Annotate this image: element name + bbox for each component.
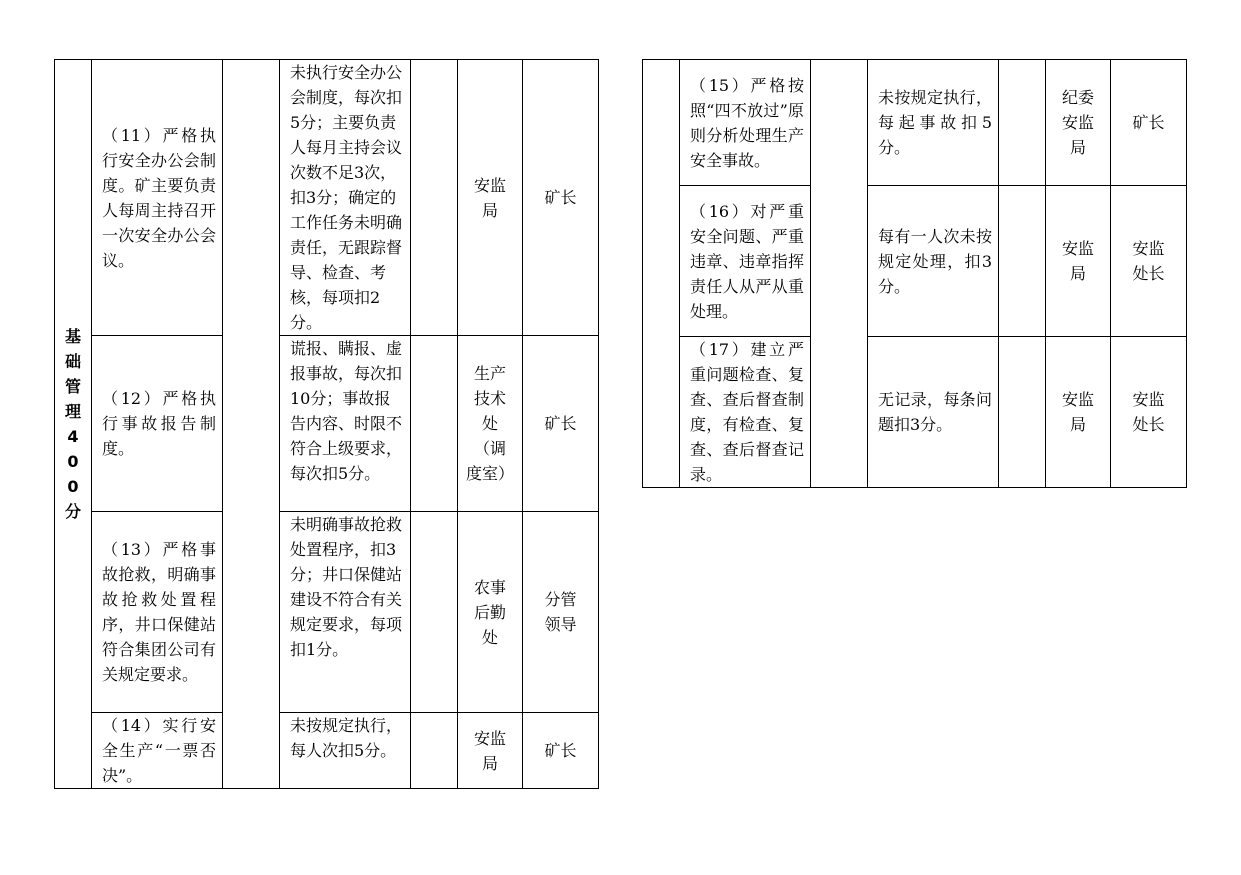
category-cell xyxy=(55,60,92,789)
leader-cell: 矿长 xyxy=(1111,60,1187,186)
category-char: 基 xyxy=(64,327,81,346)
table-row xyxy=(55,60,599,336)
category-char: 0 xyxy=(67,452,79,471)
leader-cell: 矿长 xyxy=(523,713,599,789)
department-cell: 安监 局 xyxy=(1046,337,1111,488)
item-text: （14）实行安全生产“一票否决”。 xyxy=(92,713,223,789)
score-cell xyxy=(411,713,458,789)
table-row xyxy=(643,337,1187,488)
score-cell xyxy=(411,512,458,713)
empty-column xyxy=(811,60,868,488)
leader-cell: 矿长 xyxy=(523,336,599,512)
leader-cell: 矿长 xyxy=(523,60,599,336)
leader-cell: 安监 处长 xyxy=(1111,337,1187,488)
department-cell: 安监 局 xyxy=(458,60,523,336)
criteria-text: 未明确事故抢救处置程序，扣3分；井口保健站建设不符合有关规定要求，每项扣1分。 xyxy=(280,512,411,713)
category-char: 理 xyxy=(64,402,81,421)
leader-cell: 安监 处长 xyxy=(1111,186,1187,337)
score-cell xyxy=(411,60,458,336)
department-cell: 安监 局 xyxy=(458,713,523,789)
department-cell: 纪委 安监 局 xyxy=(1046,60,1111,186)
category-cell xyxy=(643,60,680,488)
right-assessment-table xyxy=(642,59,1187,488)
category-char: 分 xyxy=(64,502,81,521)
score-cell xyxy=(999,60,1046,186)
item-text: （13）严格事故抢救，明确事故抢救处置程序，井口保健站符合集团公司有关规定要求。 xyxy=(92,512,223,713)
score-cell xyxy=(411,336,458,512)
item-text: （16）对严重安全问题、严重违章、违章指挥责任人从严从重处理。 xyxy=(680,186,811,337)
table-row xyxy=(643,60,1187,186)
score-cell xyxy=(999,186,1046,337)
criteria-text: 谎报、瞒报、虚报事故，每次扣10分；事故报告内容、时限不符合上级要求，每次扣5分。 xyxy=(280,336,411,512)
item-text: （12）严格执行事故报告制度。 xyxy=(92,336,223,512)
table-row xyxy=(643,186,1187,337)
item-text: （15）严格按照“四不放过”原则分析处理生产安全事故。 xyxy=(680,60,811,186)
left-assessment-table xyxy=(54,59,599,789)
criteria-text: 每有一人次未按规定处理，扣3分。 xyxy=(868,186,999,337)
criteria-text: 未按规定执行，每起事故扣5分。 xyxy=(868,60,999,186)
item-text: （11）严格执行安全办公会制度。矿主要负责人每周主持召开一次安全办公会议。 xyxy=(92,60,223,336)
table-row xyxy=(55,713,599,789)
category-char: 4 xyxy=(67,427,79,446)
empty-column xyxy=(223,60,280,789)
criteria-text: 无记录，每条问题扣3分。 xyxy=(868,337,999,488)
item-text: （17）建立严重问题检查、复查、查后督查制度，有检查、复查、查后督查记录。 xyxy=(680,337,811,488)
department-cell: 安监 局 xyxy=(1046,186,1111,337)
criteria-text: 未执行安全办公会制度，每次扣5分；主要负责人每月主持会议次数不足3次，扣3分；确定的工作任务未明确责任，无跟踪督导、检查、考核，每项扣2分。 xyxy=(280,60,411,336)
department-cell: 生产 技术 处 （调 度室） xyxy=(458,336,523,512)
criteria-text: 未按规定执行，每人次扣5分。 xyxy=(280,713,411,789)
table-row xyxy=(55,512,599,713)
category-char: 础 xyxy=(64,352,81,371)
category-char: 管 xyxy=(64,377,81,396)
department-cell: 农事 后勤 处 xyxy=(458,512,523,713)
category-char: 0 xyxy=(67,477,79,496)
leader-cell: 分管 领导 xyxy=(523,512,599,713)
score-cell xyxy=(999,337,1046,488)
table-row xyxy=(55,336,599,512)
